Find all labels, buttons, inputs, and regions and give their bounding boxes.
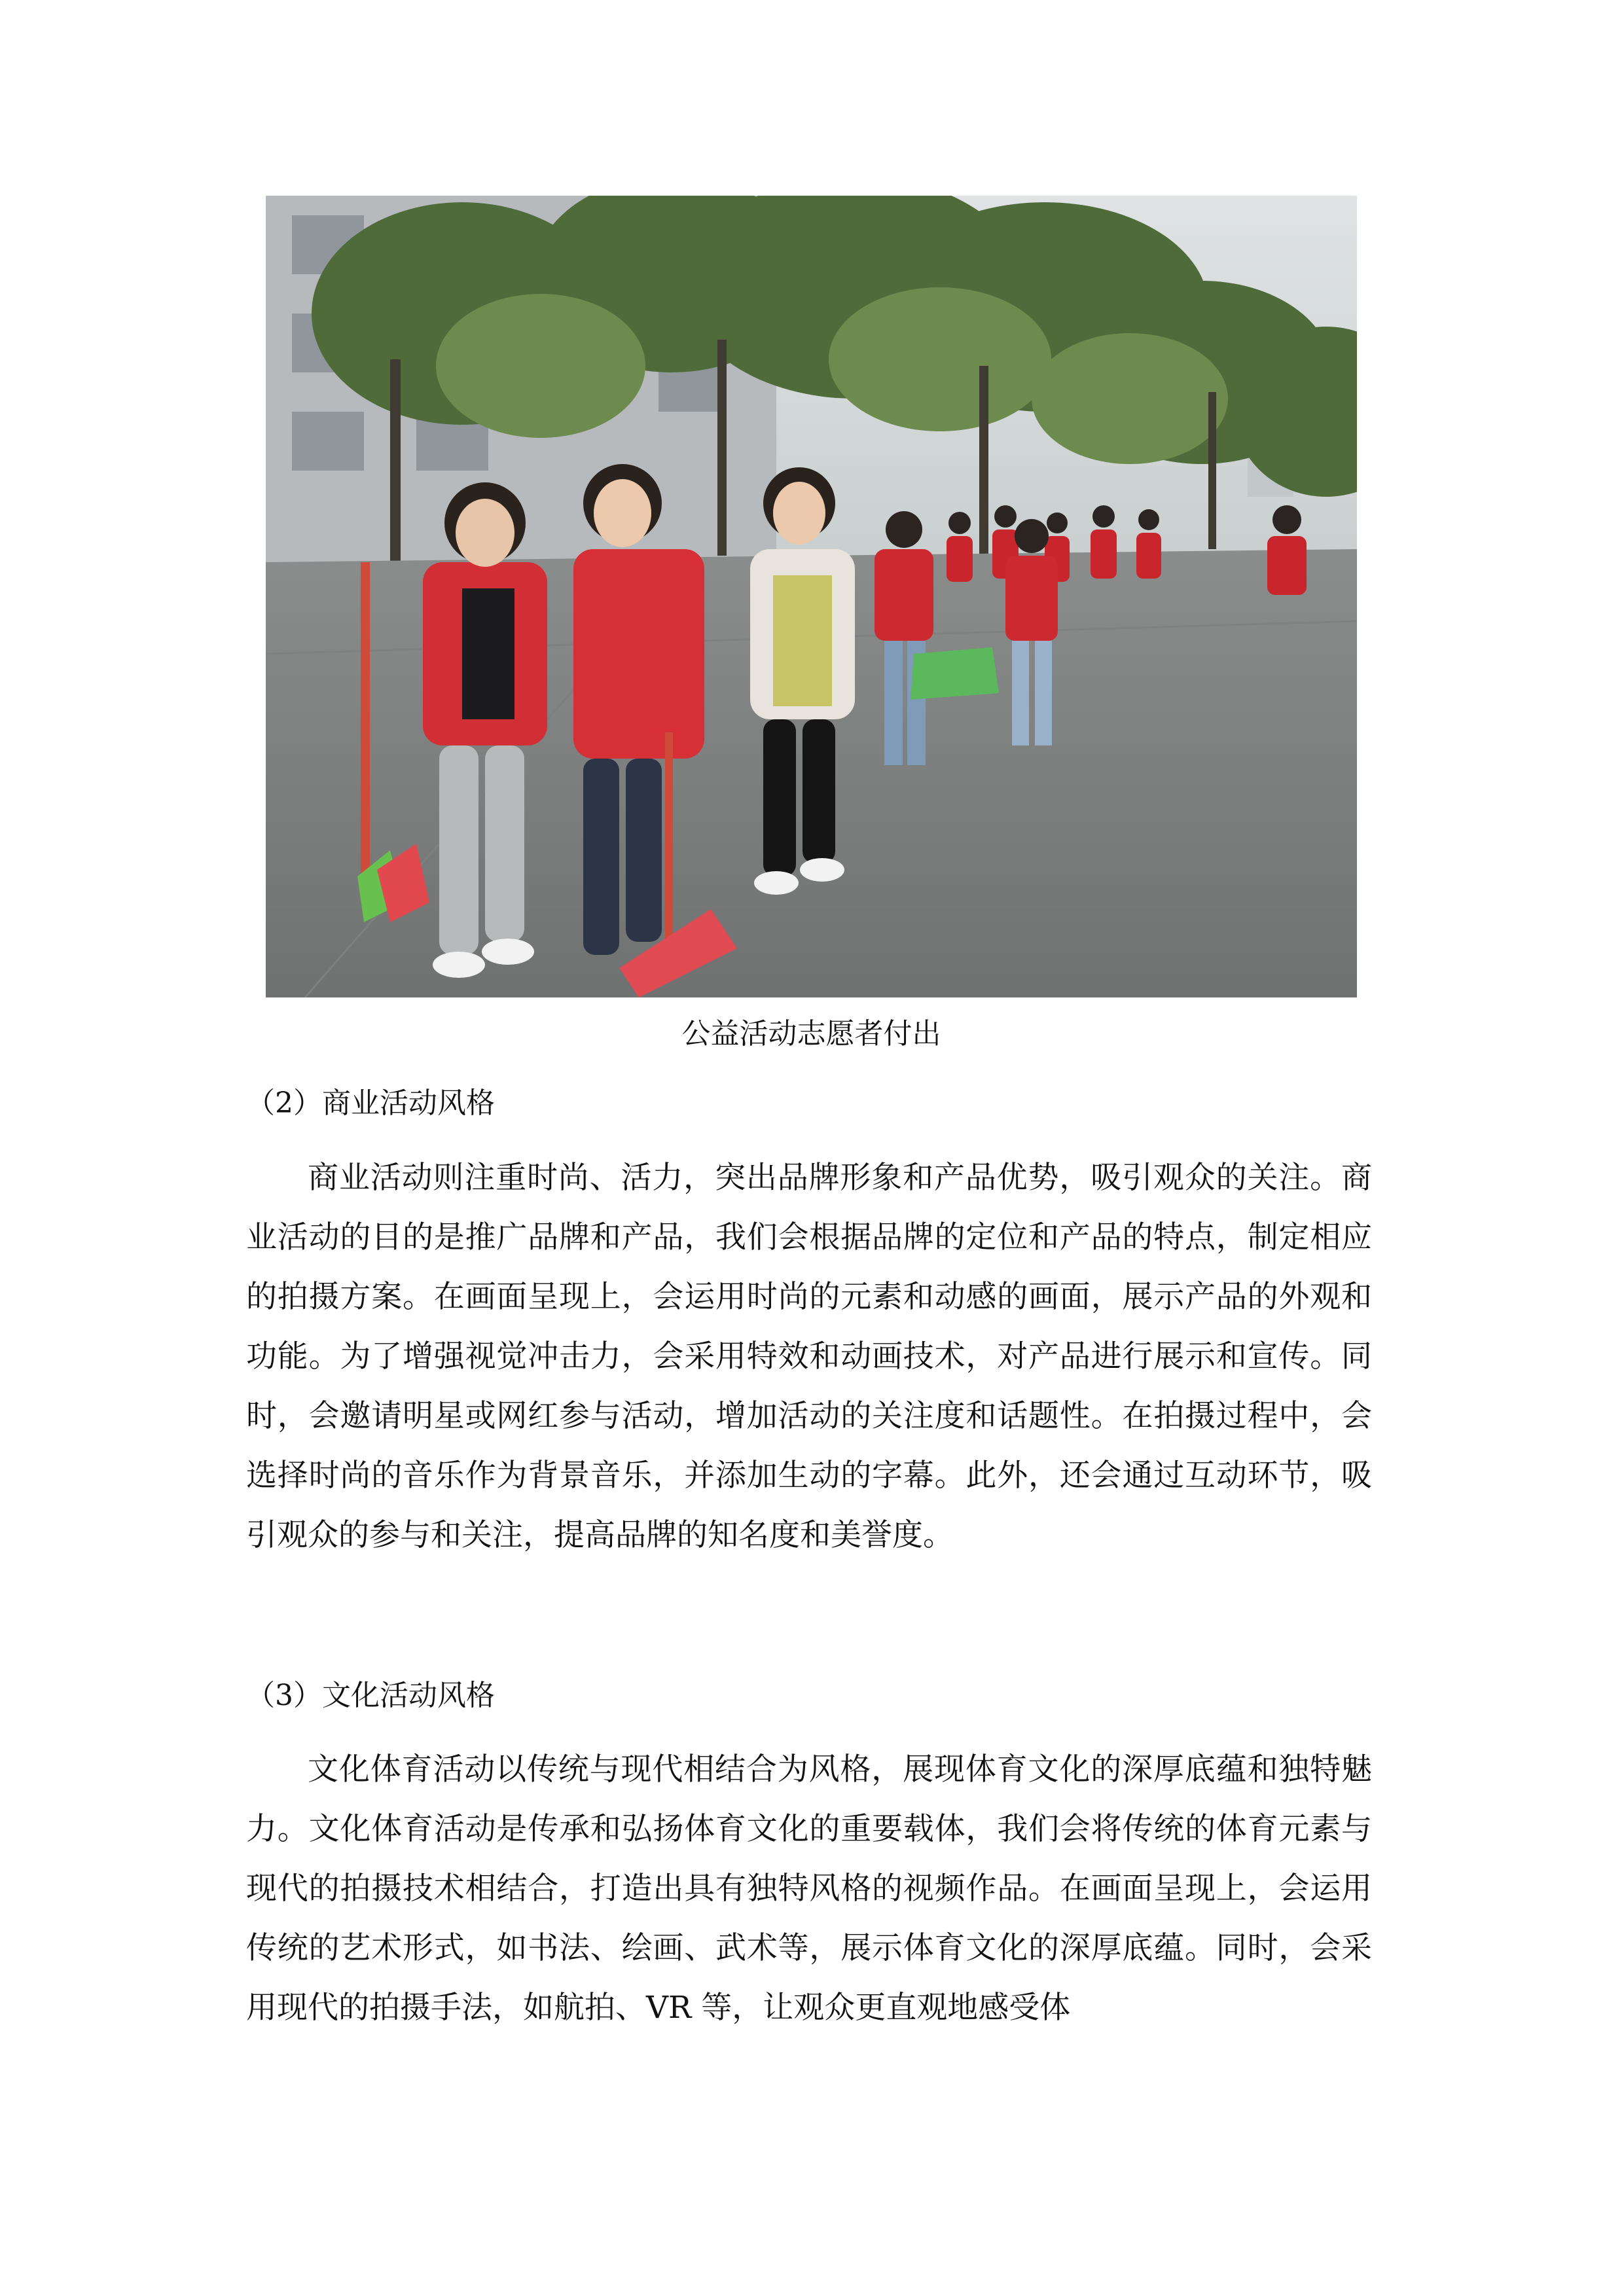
section-paragraph-culture: 文化体育活动以传统与现代相结合为风格，展现体育文化的深厚底蕴和独特魅力。文化体育活动是传承和弘扬体育文化的重要载体，我们会将传统的体育元素与现代的拍摄技术相结合，打造出具有独特风格的视频作品。在画面呈现上，会运用传统的艺术形式，如书法、绘画、武术等，展示体育文化的深厚底蕴。同时，会采用现代的拍摄手法，如航拍、VR 等，让观众更直观地感受体 (246, 1751, 1372, 2026)
section-heading-culture: （3）文化活动风格 (246, 1679, 495, 1712)
section-paragraph-business: 商业活动则注重时尚、活力，突出品牌形象和产品优势，吸引观众的关注。商业活动的目的是推广品牌和产品，我们会根据品牌的定位和产品的特点，制定相应的拍摄方案。在画面呈现上，会运用时尚的元素和动感的画面，展示产品的外观和功能。为了增强视觉冲击力，会采用特效和动画技术，对产品进行展示和宣传。同时，会邀请明星或网红参与活动，增加活动的关注度和话题性。在拍摄过程中，会选择时尚的音乐作为背景音乐，并添加生动的字幕。此外，还会通过互动环节，吸引观众的参与和关注，提高品牌的知名度和美誉度。 (246, 1160, 1372, 1553)
section-heading-business: （2）商业活动风格 (246, 1086, 495, 1120)
figure-caption: 公益活动志愿者付出 (681, 1017, 941, 1050)
volunteer-photo (266, 196, 1357, 997)
